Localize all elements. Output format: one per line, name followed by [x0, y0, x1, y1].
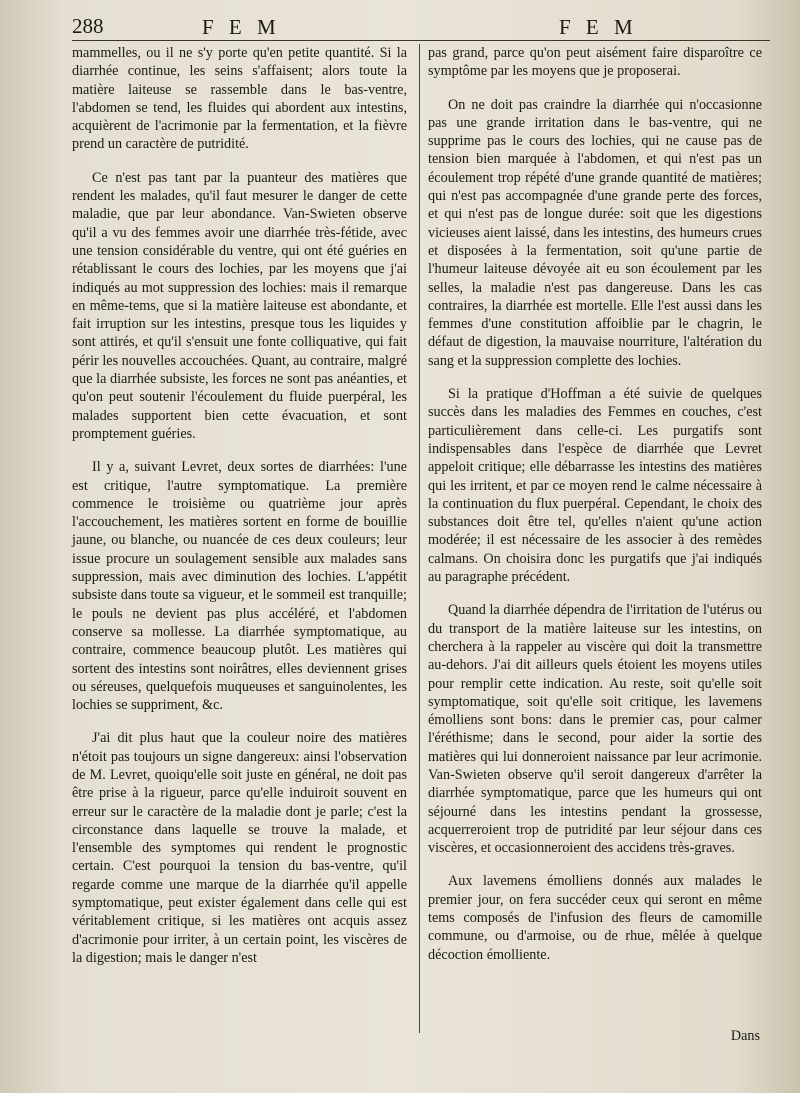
header-rule	[72, 40, 770, 41]
running-head-right: F E M	[559, 15, 638, 39]
paragraph: Si la pratique d'Hoffman a été suivie de quelques succès dans les maladies des Femmes en couches, c'est particulièrement dans celle-ci. Les purgatifs sont indispensables dans l'espèce de diarrhée que Levret appeloit critique; elle débarrasse les intestins des matières qui les irritent, et par ce moyen rend le calme nécessaire à la continuation du flux puerpéral. Cependant, le choix des substances doit être tel, qu'elles n'aient qu'une action modérée; il est nécessaire de les associer à des remèdes calmans. On choisira donc les purgatifs que j'ai indiqués au paragraphe précédent.	[428, 386, 762, 586]
page-header	[72, 14, 770, 42]
paragraph: Il y a, suivant Levret, deux sortes de diarrhées: l'une est critique, l'autre symptomatique. La première commence le troisième ou quatrième jour après l'accouchement, les matières sortent en forme de bouillie jaune, ou blanche, ou nuancée de ces deux couleurs; leur issue procure un soulagement sensible aux malades sans suppression, mais avec diminution des lochies. L'appétit subsiste dans toute sa vigueur, et le sommeil est tranquille; le pouls ne devient pas plus accéléré, et l'abdomen conserve sa mollesse. La diarrhée symptomatique, au contraire, commence beaucoup plutôt. Les matières qui sortent des intestins sont noirâtres, elles deviennent grises ou séreuses, quelquefois muqueuses et sanguinolentes, les lochies se suppriment, &c.	[72, 459, 407, 714]
paragraph: Ce n'est pas tant par la puanteur des matières que rendent les malades, qu'il faut mesurer le danger de cette maladie, que par leur abondance. Van-Swieten observe qu'il a vu des femmes avoir une diarrhée très-fétide, avec une tension considérable du ventre, qui ont été guéries en rétablissant le cours des lochies, par les moyens que j'ai indiqués au mot suppression des lochies: mais il remarque en même-tems, que si la matière laiteuse est abondante, et fait irruption sur les intestins, presque tous les liquides y sont attirés, et qu'il s'ensuit une fonte colliquative, qui fait périr les nouvelles accouchées. Quant, au contraire, malgré que la diarrhée subsiste, les forces ne sont pas anéanties, et qu'on peut soutenir l'écoulement du fluide puerpéral, les malades supportent bien cette évacuation, et sont promptement guéries.	[72, 169, 407, 442]
paragraph: On ne doit pas craindre la diarrhée qui n'occasionne pas une grande irritation dans le bas-ventre, qui ne supprime pas le cours des lochies, qui ne cause pas de tension bien marquée à l'abdomen, et qui n'est pas un écoulement trop répété d'une grande quantité de matières; qui n'est pas accompagnée d'une grande perte des forces, et qui n'est pas de longue durée: soit que les digestions vicieuses aient laissé, dans les intestins, des humeurs crues et disposées à la fermentation, soit qu'une partie de l'humeur laiteuse dévoyée ait eu son écoulement par les selles, la maladie n'est pas dangereuse. Dans les cas contraires, la diarrhée est mortelle. Elle l'est aussi dans les femmes d'une constitution affoiblie par le chagrin, le défaut de digestion, la mauvaise nourriture, l'altération du sang et la suppression complette des lochies.	[428, 96, 762, 369]
page-number: 288	[72, 14, 104, 38]
left-column	[72, 44, 407, 982]
running-head-left: F E M	[202, 15, 281, 39]
paragraph: Quand la diarrhée dépendra de l'irritation de l'utérus ou du transport de la matière laiteuse sur les intestins, on cherchera à la rappeler au viscère qui doit la transmettre au-dehors. J'ai dit ailleurs quels étoient les moyens utiles pour remplir cette indication. Au reste, soit qu'elle soit symptomatique, soit qu'elle soit critique, les lavemens émolliens sont bons: dans le premier cas, pour calmer l'éréthisme; dans le second, pour aider la sortie des matières qui lui donneroient naissance par leur acrimonie. Van-Swieten observe qu'il seroit dangereux d'arrêter la diarrhée symptomatique, parce que les humeurs qui ont séjourné dans les intestins pendant la grossesse, acquerreroient trop de putridité par leur séjour dans ces viscères, et occasionneroient des accidens très-graves.	[428, 602, 762, 857]
paragraph: J'ai dit plus haut que la couleur noire des matières n'étoit pas toujours un signe dangereux: ainsi l'observation de M. Levret, quoiqu'elle soit juste en général, ne doit pas être prise à la rigueur, parce qu'elle induiroit souvent en erreur sur le caractère de la maladie dont je parle; c'est la circonstance dans laquelle se trouve la malade, et l'ensemble des symptomes qui rendent le prognostic certain. C'est pourquoi la tension du bas-ventre, qu'il regarde comme une marque de la diarrhée qu'il appelle symptomatique, peut exister également dans celle qui est véritablement critique, si les matières ont acquis assez d'acrimonie pour irriter, à un certain point, les viscères de la digestion; mais le danger n'est	[72, 730, 407, 966]
column-divider	[419, 44, 420, 1033]
right-column	[428, 44, 762, 979]
paragraph: mammelles, ou il ne s'y porte qu'en petite quantité. Si la diarrhée continue, les seins s'affaisent; alors toute la matière laiteuse se rassemble dans le bas-ventre, l'abdomen se tend, les fluides qui abordent aux intestins, acquièrent de l'acrimonie par la fermentation, et la fièvre prend un caractère de putridité.	[72, 45, 407, 153]
paragraph: Aux lavemens émolliens donnés aux malades le premier jour, on fera succéder ceux qui seront en même tems composés de l'infusion des fleurs de camomille commune, ou d'armoise, ou de rhue, mêlée à quelque décoction émolliente.	[428, 873, 762, 963]
paragraph: pas grand, parce qu'on peut aisément faire disparoître ce symptôme par les moyens que je proposerai.	[428, 45, 762, 80]
catchword: Dans	[730, 1028, 760, 1044]
